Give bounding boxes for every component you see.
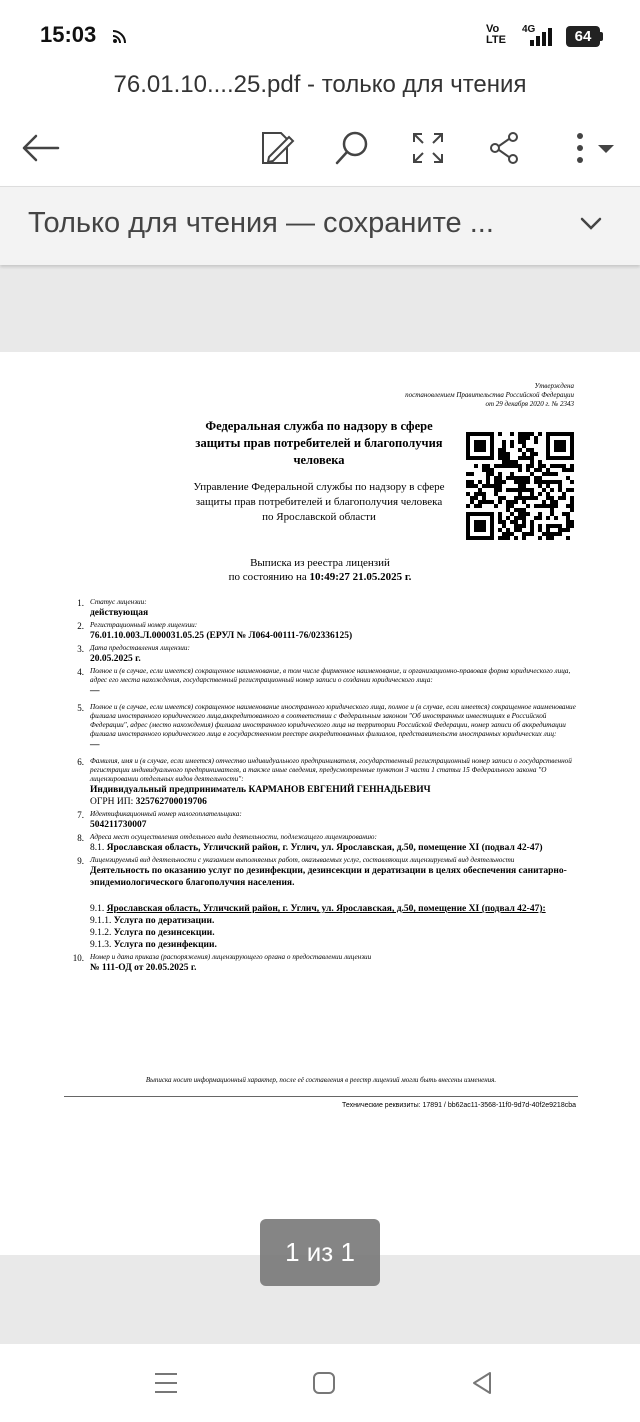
list-item: 6. Фамилия, имя и (в случае, если имеется) отчество индивидуального предпринимателя, государственный регистрационный номер записи о государственной регистрации индивидуального предпринимателя, а также иные сведения, предусмотренные пунктом 3 части 1 статьи 15 Федерального закона "О лицензировании отдельных видов деятельности": Индивидуальный предприниматель КАРМАНОВ ЕВГЕНИЙ ГЕННАДЬЕВИЧ ОГРН ИП: 325762700019706	[77, 757, 572, 807]
approved-note: Утверждена постановлением Правительства Российской Федерации от 29 декабря 2020 г. № 2343	[405, 382, 574, 408]
chevron-down-icon[interactable]	[578, 213, 604, 238]
list-item: 4. Полное и (в случае, если имеется) сокращенное наименование, в том числе фирменное наименование, и организационно-правовая форма юридического лица, адрес его места нахождения, государственный регистрационный номер записи о создании юридического лица: —	[77, 667, 571, 696]
more-options-icon[interactable]	[560, 126, 620, 170]
toolbar	[0, 106, 640, 186]
qr-code	[466, 432, 574, 545]
edit-icon[interactable]	[255, 126, 299, 170]
home-icon[interactable]	[310, 1369, 338, 1402]
signal-icon	[526, 26, 556, 53]
share-icon[interactable]	[482, 126, 526, 170]
fullscreen-icon[interactable]	[406, 126, 450, 170]
read-only-banner[interactable]	[0, 186, 640, 265]
page-counter: 1 из 1	[260, 1219, 380, 1286]
technical-details: Технические реквизиты: 17891 / bb62ac11-3568-11f0-9d7d-40f2e9218cba	[342, 1102, 576, 1109]
cast-icon	[112, 28, 128, 49]
status-time: 15:03	[40, 22, 97, 47]
recent-apps-icon[interactable]	[152, 1369, 180, 1402]
license-items	[64, 598, 578, 976]
battery-tip	[600, 32, 603, 41]
divider	[64, 1096, 578, 1097]
org-title: Федеральная служба по надзору в сфере защиты прав потребителей и благополучия человека	[195, 419, 443, 467]
extract-heading: Выписка из реестра лицензий по состоянию на 10:49:27 21.05.2025 г.	[228, 557, 412, 583]
volte-indicator: Vo LTE	[486, 23, 506, 46]
list-item: 1. Статус лицензии: действующая	[77, 598, 149, 618]
list-item: 9. Лицензируемый вид деятельности с указанием выполняемых работ, оказываемых услуг, составляющих лицензируемый вид деятельности Деятельность по оказанию услуг по дезинфекции, дезинсекции и дератизации в целях обеспечения санитарно-эпидемиологического благополучия населения. 9.1. Ярославская область, Угличский район, г. Углич, ул. Ярославская, д.50, помещение XI (подвал 42-47): 9.1.1. Услуга по дератизации. 9.1.2. Услуга по дезинсекции. 9.1.3. Услуга по дезинфекции.	[77, 856, 567, 950]
back-nav-icon[interactable]	[468, 1369, 496, 1402]
status-bar	[0, 0, 640, 70]
system-nav-bar	[0, 1344, 640, 1422]
network-type: 4G	[522, 24, 536, 35]
list-item: 3. Дата предоставления лицензии: 20.05.2025 г.	[77, 644, 190, 664]
banner-text: Только для чтения — сохраните ...	[28, 207, 494, 239]
list-item: 5. Полное и (в случае, если имеется) сокращенное наименование иностранного юридического лица, полное и (в случае, если имеется) сокращенное наименование филиала иностранного юридического лица,аккредитованного в соответствии с Федеральным законом "Об иностранных инвестициях в Российской Федерации", адрес (место нахождения) филиала иностранного юридического лица на территории Российской Федерации, номер записи об аккредитации филиала иностранного юридического лица в государственном реестре аккредитованных филиалов, представительств иностранных юридических лиц: —	[77, 703, 576, 750]
pdf-page	[0, 352, 640, 1255]
search-icon[interactable]	[330, 126, 374, 170]
document-title: 76.01.10....25.pdf - только для чтения	[0, 70, 640, 106]
list-item: 8. Адреса мест осуществления отдельного вида деятельности, подлежащего лицензированию: 8.1. Ярославская область, Угличский район, г. Углич, ул. Ярославская, д.50, помещение XI (подвал 42-47)	[77, 833, 543, 853]
battery-icon: 64	[566, 26, 600, 47]
disclaimer-note: Выписка носит информационный характер, после её составления в реестр лицензий могли быть внесены изменения.	[145, 1076, 497, 1084]
list-item: 2. Регистрационный номер лицензии: 76.01.10.003.Л.000031.05.25 (ЕРУЛ № Л064-00111-76/02336125)	[77, 621, 353, 641]
list-item: 10. Номер и дата приказа (распоряжения) лицензирующего органа о предоставлении лицензии № 111-ОД от 20.05.2025 г.	[72, 953, 372, 973]
back-icon[interactable]	[18, 126, 62, 170]
department-name: Управление Федеральной службы по надзору в сфере защиты прав потребителей и благополучия человека по Ярославской области	[193, 481, 445, 523]
list-item: 7. Идентификационный номер налогоплательщика: 504211730007	[77, 810, 242, 830]
